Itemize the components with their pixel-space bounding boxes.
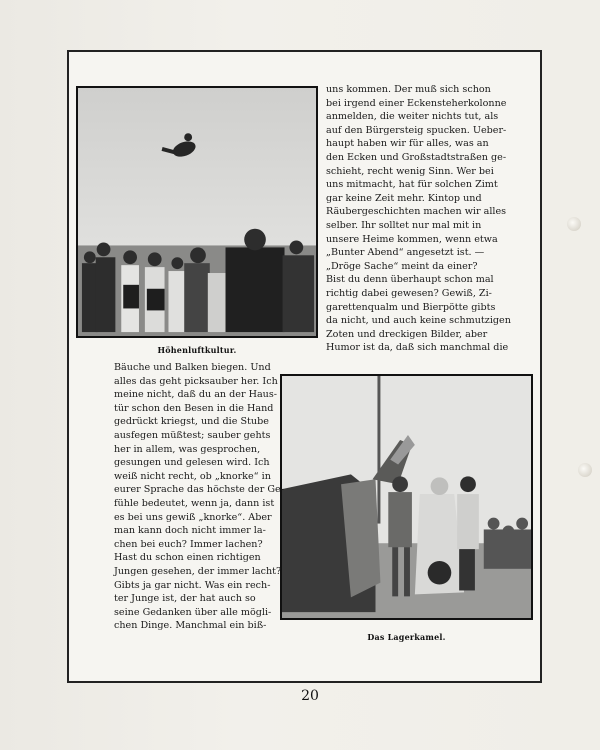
text-line: seine Gedanken über alle mögli- [114,606,272,618]
text-line: Hast du schon einen richtigen [114,552,261,564]
text-line: unsere Heime kommen, wenn etwa [326,233,498,245]
photo-caption-2: Das Lagerkamel. [367,632,446,642]
text-line: uns mitmacht, hat für solchen Zimt [326,179,498,191]
text-line: garettenqualm und Bierpötte gibts [326,301,496,313]
text-line: her in allem, was gesprochen, [114,443,261,455]
text-line: tür schon den Besen in die Hand [114,402,274,414]
text-line: gedrückt kriegst, und die Stube [114,416,269,428]
text-line: Humor ist da, daß sich manchmal die [326,342,509,354]
text-line: es bei uns gewiß „knorke“. Aber [114,511,272,523]
text-line: Bäuche und Balken biegen. Und [114,362,271,373]
text-line: richtig dabei gewesen? Gewiß, Zi- [326,287,492,299]
text-line: Gibts ja gar nicht. Was ein rech- [114,579,271,591]
text-line: weiß nicht recht, ob „knorke“ in [114,470,271,482]
text-line: „Bunter Abend“ angesetzt ist. — [326,247,485,259]
text-line: da nicht, und auch keine schmutzigen [326,315,511,327]
text-line: meine nicht, daß du an der Haus- [114,389,278,401]
page-number: 20 [301,688,319,704]
text-line: bei irgend einer Eckensteherkolonne [326,97,507,109]
photo-lagerkamel [280,374,533,620]
text-line: chen Dinge. Manchmal ein biß- [114,620,267,632]
text-line: alles das geht picksauber her. Ich [114,375,278,387]
text-column-right [326,83,511,355]
text-line: anmelden, die weiter nichts tut, als [326,111,499,123]
photo-caption-1: Höhenluftkultur. [157,345,237,355]
binder-hole-top [567,217,581,231]
text-line: haupt haben wir für alles, was an [326,138,489,150]
text-line: Räubergeschichten machen wir alles [326,206,507,218]
text-line: fühle bedeutet, wenn ja, dann ist [114,497,275,509]
photo-hoehenluftkultur [76,86,318,338]
text-line: eurer Sprache das höchste der Ge- [114,484,284,496]
text-line: Zoten und dreckigen Bilder, aber [326,328,488,340]
text-line: „Dröge Sache“ meint da einer? [326,260,478,272]
text-column-left [114,361,284,633]
text-line: auf den Bürgersteig spucken. Ueber- [326,124,507,136]
text-line: chen bei euch? Immer lachen? [114,538,263,550]
text-line: uns kommen. Der muß sich schon [326,84,491,95]
text-line: Bist du denn überhaupt schon mal [326,274,494,286]
text-line: ter Junge ist, der hat auch so [114,593,256,605]
text-line: Jungen gesehen, der immer lacht? [114,565,282,577]
text-line: gesungen und gelesen wird. Ich [114,457,270,469]
text-line: schieht, recht wenig Sinn. Wer bei [326,165,494,177]
text-line: selber. Ihr solltet nur mal mit in [326,219,482,231]
text-line: ausfegen müßtest; sauber gehts [114,429,271,441]
binder-hole-bottom [578,463,592,477]
text-line: man kann doch nicht immer la- [114,525,266,537]
text-line: gar keine Zeit mehr. Kintop und [326,192,482,204]
text-line: den Ecken und Großstadtstraßen ge- [326,151,507,163]
